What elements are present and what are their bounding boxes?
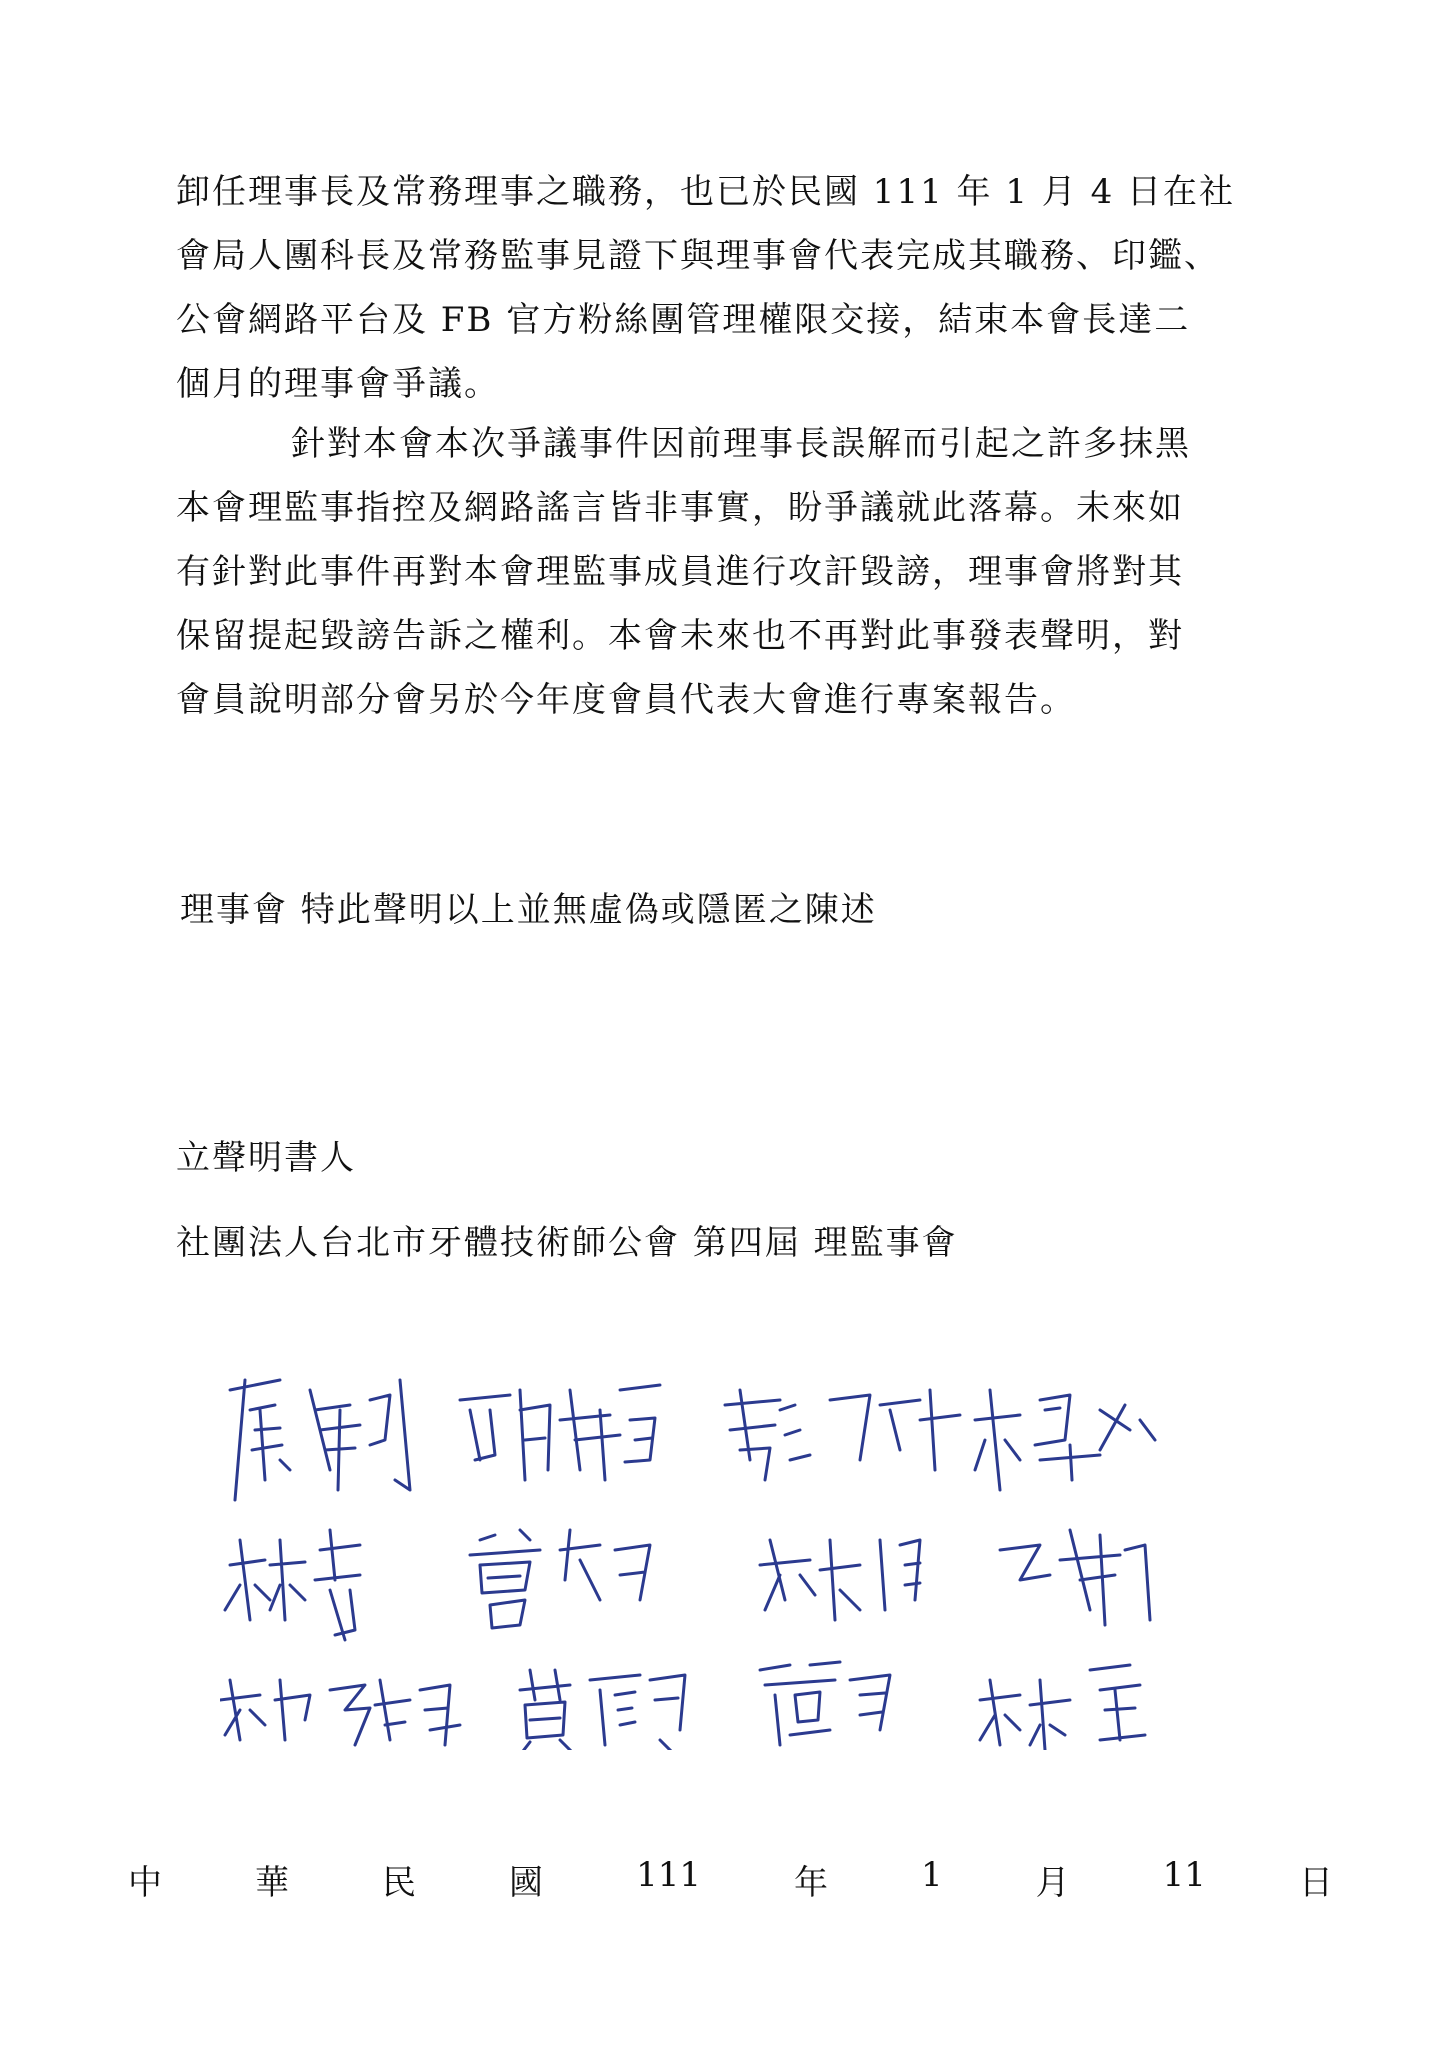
- handwritten-signatures: [220, 1350, 1260, 1750]
- date-part: 華: [255, 1863, 290, 1903]
- signature-image: [220, 1350, 1260, 1750]
- paragraph-1-line-4: 個月的理事會爭議。: [176, 364, 500, 404]
- declaration-statement: 理事會 特此聲明以上並無虛偽或隱匿之陳述: [180, 890, 877, 930]
- signer-organization: 社團法人台北市牙體技術師公會 第四屆 理監事會: [176, 1223, 958, 1263]
- paragraph-2-line-5: 會員說明部分會另於今年度會員代表大會進行專案報告。: [176, 680, 1076, 720]
- paragraph-2-line-3: 有針對此事件再對本會理監事成員進行攻訐毀謗，理事會將對其: [176, 552, 1184, 592]
- date-part: 中: [128, 1863, 162, 1903]
- paragraph-1-line-1: 卸任理事長及常務理事之職務，也已於民國 111 年 1 月 4 日在社: [176, 172, 1236, 212]
- paragraph-2-line-2: 本會理監事指控及網路謠言皆非事實，盼爭議就此落幕。未來如: [176, 488, 1184, 528]
- paragraph-2: [176, 412, 1276, 732]
- date-part: 日: [1298, 1863, 1333, 1903]
- date-month: 1: [921, 1855, 943, 1895]
- date-year: 111: [636, 1855, 701, 1895]
- paragraph-2-line-4: 保留提起毀謗告訴之權利。本會未來也不再對此事發表聲明，對: [176, 616, 1184, 656]
- date-part: 民: [382, 1863, 417, 1903]
- date-line: [128, 1855, 1333, 1904]
- date-day: 11: [1162, 1855, 1206, 1895]
- paragraph-1-line-3: 公會網路平台及 FB 官方粉絲團管理權限交接，結束本會長達二: [176, 300, 1191, 340]
- paragraph-2-line-1: 針對本會本次爭議事件因前理事長誤解而引起之許多抹黑: [291, 424, 1191, 464]
- paragraph-1-line-2: 會局人團科長及常務監事見證下與理事會代表完成其職務、印鑑、: [176, 236, 1220, 276]
- date-part: 年: [793, 1863, 828, 1903]
- date-part: 國: [509, 1863, 544, 1903]
- paragraph-1: [176, 160, 1276, 416]
- date-part: 月: [1035, 1863, 1070, 1903]
- signer-label: 立聲明書人: [176, 1138, 356, 1178]
